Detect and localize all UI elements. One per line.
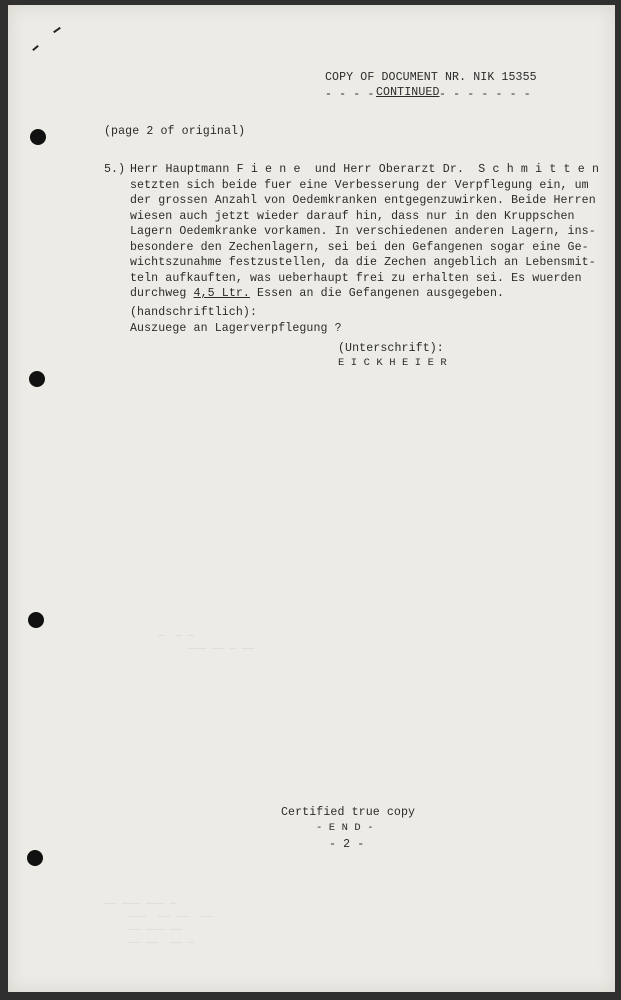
end-marker: - E N D - xyxy=(316,822,374,834)
item-number: 5.) xyxy=(104,163,126,176)
document-page xyxy=(8,5,615,992)
handwritten-text: Auszuege an Lagerverpflegung ? xyxy=(130,322,342,335)
page-number: - 2 - xyxy=(329,838,365,851)
last-line-prefix: durchweg xyxy=(130,287,194,300)
signature-label: (Unterschrift): xyxy=(338,342,444,355)
pencil-mark xyxy=(53,27,61,33)
show-through-text: —— ——— ——— — ——— —— —— —— —— ——— —— —— —— —— — xyxy=(104,899,213,949)
pencil-mark xyxy=(32,45,39,51)
body-line: der grossen Anzahl von Oedemkranken entgegenzuwirken. Beide Herren xyxy=(130,194,596,207)
handwritten-label: (handschriftlich): xyxy=(130,306,258,319)
punch-hole-2 xyxy=(29,371,45,387)
item-body xyxy=(130,162,599,302)
body-line: Lagern Oedemkranke vorkamen. In verschiedenen anderen Lagern, ins- xyxy=(130,225,596,238)
document-reference: COPY OF DOCUMENT NR. NIK 15355 xyxy=(325,71,537,84)
punch-hole-3 xyxy=(28,612,44,628)
punch-hole-1 xyxy=(30,129,46,145)
body-line: teln aufkauften, was ueberhaupt frei zu erhalten sei. Es wuerden xyxy=(130,271,582,285)
show-through-text: — — — ——— —— — —— xyxy=(158,631,255,655)
body-line: setzten sich beide fuer eine Verbesserung der Verpflegung ein, um xyxy=(130,178,589,192)
continued-label: CONTINUED xyxy=(376,86,440,99)
body-line: besondere den Zechenlagern, sei bei den Gefangenen sogar eine Ge- xyxy=(130,240,589,254)
certified-true-copy: Certified true copy xyxy=(281,806,416,819)
body-line: wiesen auch jetzt wieder darauf hin, dass nur in den Kruppschen xyxy=(130,209,575,223)
body-line: Herr Hauptmann F i e n e und Herr Oberarzt Dr. S c h m i t t e n xyxy=(130,163,600,176)
ration-amount: 4,5 Ltr. xyxy=(193,287,250,300)
body-line-last xyxy=(130,286,599,302)
header-dashes-left: - - - - xyxy=(325,88,375,101)
page-note: (page 2 of original) xyxy=(104,125,246,138)
last-line-suffix: Essen an die Gefangenen ausgegeben. xyxy=(250,287,505,300)
header-dashes-right: - - - - - - - xyxy=(439,88,531,101)
body-line: wichtszunahme festzustellen, da die Zechen angeblich an Lebensmit- xyxy=(130,256,596,269)
punch-hole-4 xyxy=(27,850,43,866)
signature-name: E I C K H E I E R xyxy=(338,357,447,369)
